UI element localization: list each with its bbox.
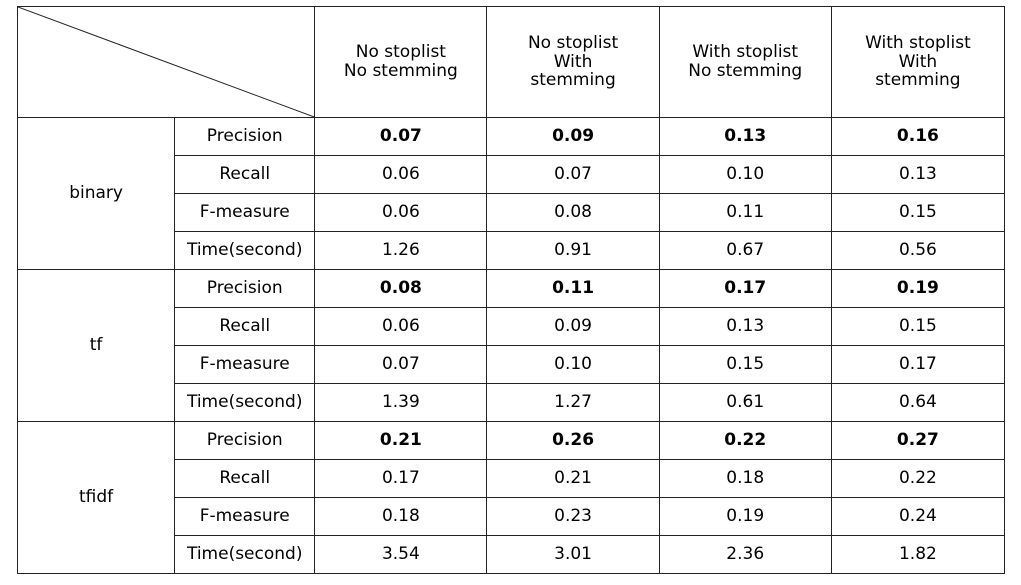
metric-label: F-measure bbox=[175, 194, 315, 232]
value-cell: 0.08 bbox=[487, 194, 659, 232]
table-row bbox=[18, 270, 1005, 308]
column-header-no-stoplist-no-stemming bbox=[315, 7, 487, 118]
metric-label: Recall bbox=[175, 156, 315, 194]
metric-label: F-measure bbox=[175, 346, 315, 384]
value-cell: 1.26 bbox=[315, 232, 487, 270]
value-cell: 0.18 bbox=[315, 498, 487, 536]
table-row bbox=[18, 422, 1005, 460]
column-header-line: stemming bbox=[530, 70, 616, 91]
value-cell: 0.19 bbox=[659, 498, 831, 536]
value-cell: 0.15 bbox=[659, 346, 831, 384]
value-cell: 0.22 bbox=[831, 460, 1004, 498]
value-cell: 0.22 bbox=[659, 422, 831, 460]
column-header-line: No stemming bbox=[688, 61, 803, 81]
value-cell: 0.21 bbox=[315, 422, 487, 460]
value-cell: 0.09 bbox=[487, 308, 659, 346]
column-header-with-stoplist-with-stemming bbox=[831, 7, 1004, 118]
value-cell: 0.56 bbox=[831, 232, 1004, 270]
value-cell: 0.11 bbox=[659, 194, 831, 232]
value-cell: 0.23 bbox=[487, 498, 659, 536]
metric-label: Precision bbox=[175, 118, 315, 156]
metric-label: Precision bbox=[175, 422, 315, 460]
column-header-line: No stemming bbox=[343, 61, 458, 81]
metric-label: Time(second) bbox=[175, 232, 315, 270]
row-group-label: tf bbox=[18, 270, 175, 422]
metric-label: Time(second) bbox=[175, 536, 315, 574]
row-group-label: tfidf bbox=[18, 422, 175, 574]
table-row bbox=[18, 118, 1005, 156]
column-header-no-stoplist-with-stemming bbox=[487, 7, 659, 118]
value-cell: 0.67 bbox=[659, 232, 831, 270]
value-cell: 0.91 bbox=[487, 232, 659, 270]
value-cell: 0.13 bbox=[659, 308, 831, 346]
column-header-line: With stoplist bbox=[865, 32, 971, 53]
value-cell: 0.64 bbox=[831, 384, 1004, 422]
value-cell: 0.16 bbox=[831, 118, 1004, 156]
metric-label: Precision bbox=[175, 270, 315, 308]
value-cell: 0.17 bbox=[831, 346, 1004, 384]
value-cell: 0.08 bbox=[315, 270, 487, 308]
row-group-label: binary bbox=[18, 118, 175, 270]
value-cell: 0.06 bbox=[315, 308, 487, 346]
value-cell: 2.36 bbox=[659, 536, 831, 574]
value-cell: 0.07 bbox=[487, 156, 659, 194]
value-cell: 0.10 bbox=[487, 346, 659, 384]
value-cell: 0.17 bbox=[659, 270, 831, 308]
header-row bbox=[18, 7, 1005, 118]
column-header-line: stemming bbox=[875, 70, 961, 91]
value-cell: 0.15 bbox=[831, 194, 1004, 232]
value-cell: 1.27 bbox=[487, 384, 659, 422]
column-header-with-stoplist-no-stemming bbox=[659, 7, 831, 118]
column-header-line: With bbox=[553, 51, 593, 72]
value-cell: 1.39 bbox=[315, 384, 487, 422]
value-cell: 0.10 bbox=[659, 156, 831, 194]
value-cell: 0.27 bbox=[831, 422, 1004, 460]
column-header-line: No stoplist bbox=[355, 42, 446, 63]
value-cell: 0.15 bbox=[831, 308, 1004, 346]
results-table bbox=[17, 6, 1005, 574]
value-cell: 0.26 bbox=[487, 422, 659, 460]
metric-label: F-measure bbox=[175, 498, 315, 536]
column-header-line: With bbox=[898, 51, 938, 72]
value-cell: 1.82 bbox=[831, 536, 1004, 574]
value-cell: 0.13 bbox=[659, 118, 831, 156]
value-cell: 0.11 bbox=[487, 270, 659, 308]
diagonal-line bbox=[18, 7, 314, 117]
value-cell: 0.61 bbox=[659, 384, 831, 422]
value-cell: 0.24 bbox=[831, 498, 1004, 536]
value-cell: 3.54 bbox=[315, 536, 487, 574]
value-cell: 0.07 bbox=[315, 346, 487, 384]
value-cell: 0.17 bbox=[315, 460, 487, 498]
value-cell: 0.06 bbox=[315, 194, 487, 232]
metric-label: Time(second) bbox=[175, 384, 315, 422]
column-header-line: With stoplist bbox=[692, 42, 799, 63]
value-cell: 0.18 bbox=[659, 460, 831, 498]
value-cell: 0.07 bbox=[315, 118, 487, 156]
value-cell: 0.21 bbox=[487, 460, 659, 498]
value-cell: 0.06 bbox=[315, 156, 487, 194]
column-header-line: No stoplist bbox=[527, 32, 619, 53]
value-cell: 0.19 bbox=[831, 270, 1004, 308]
value-cell: 0.09 bbox=[487, 118, 659, 156]
value-cell: 3.01 bbox=[487, 536, 659, 574]
diagonal-corner-cell bbox=[18, 7, 315, 118]
metric-label: Recall bbox=[175, 308, 315, 346]
metric-label: Recall bbox=[175, 460, 315, 498]
value-cell: 0.13 bbox=[831, 156, 1004, 194]
